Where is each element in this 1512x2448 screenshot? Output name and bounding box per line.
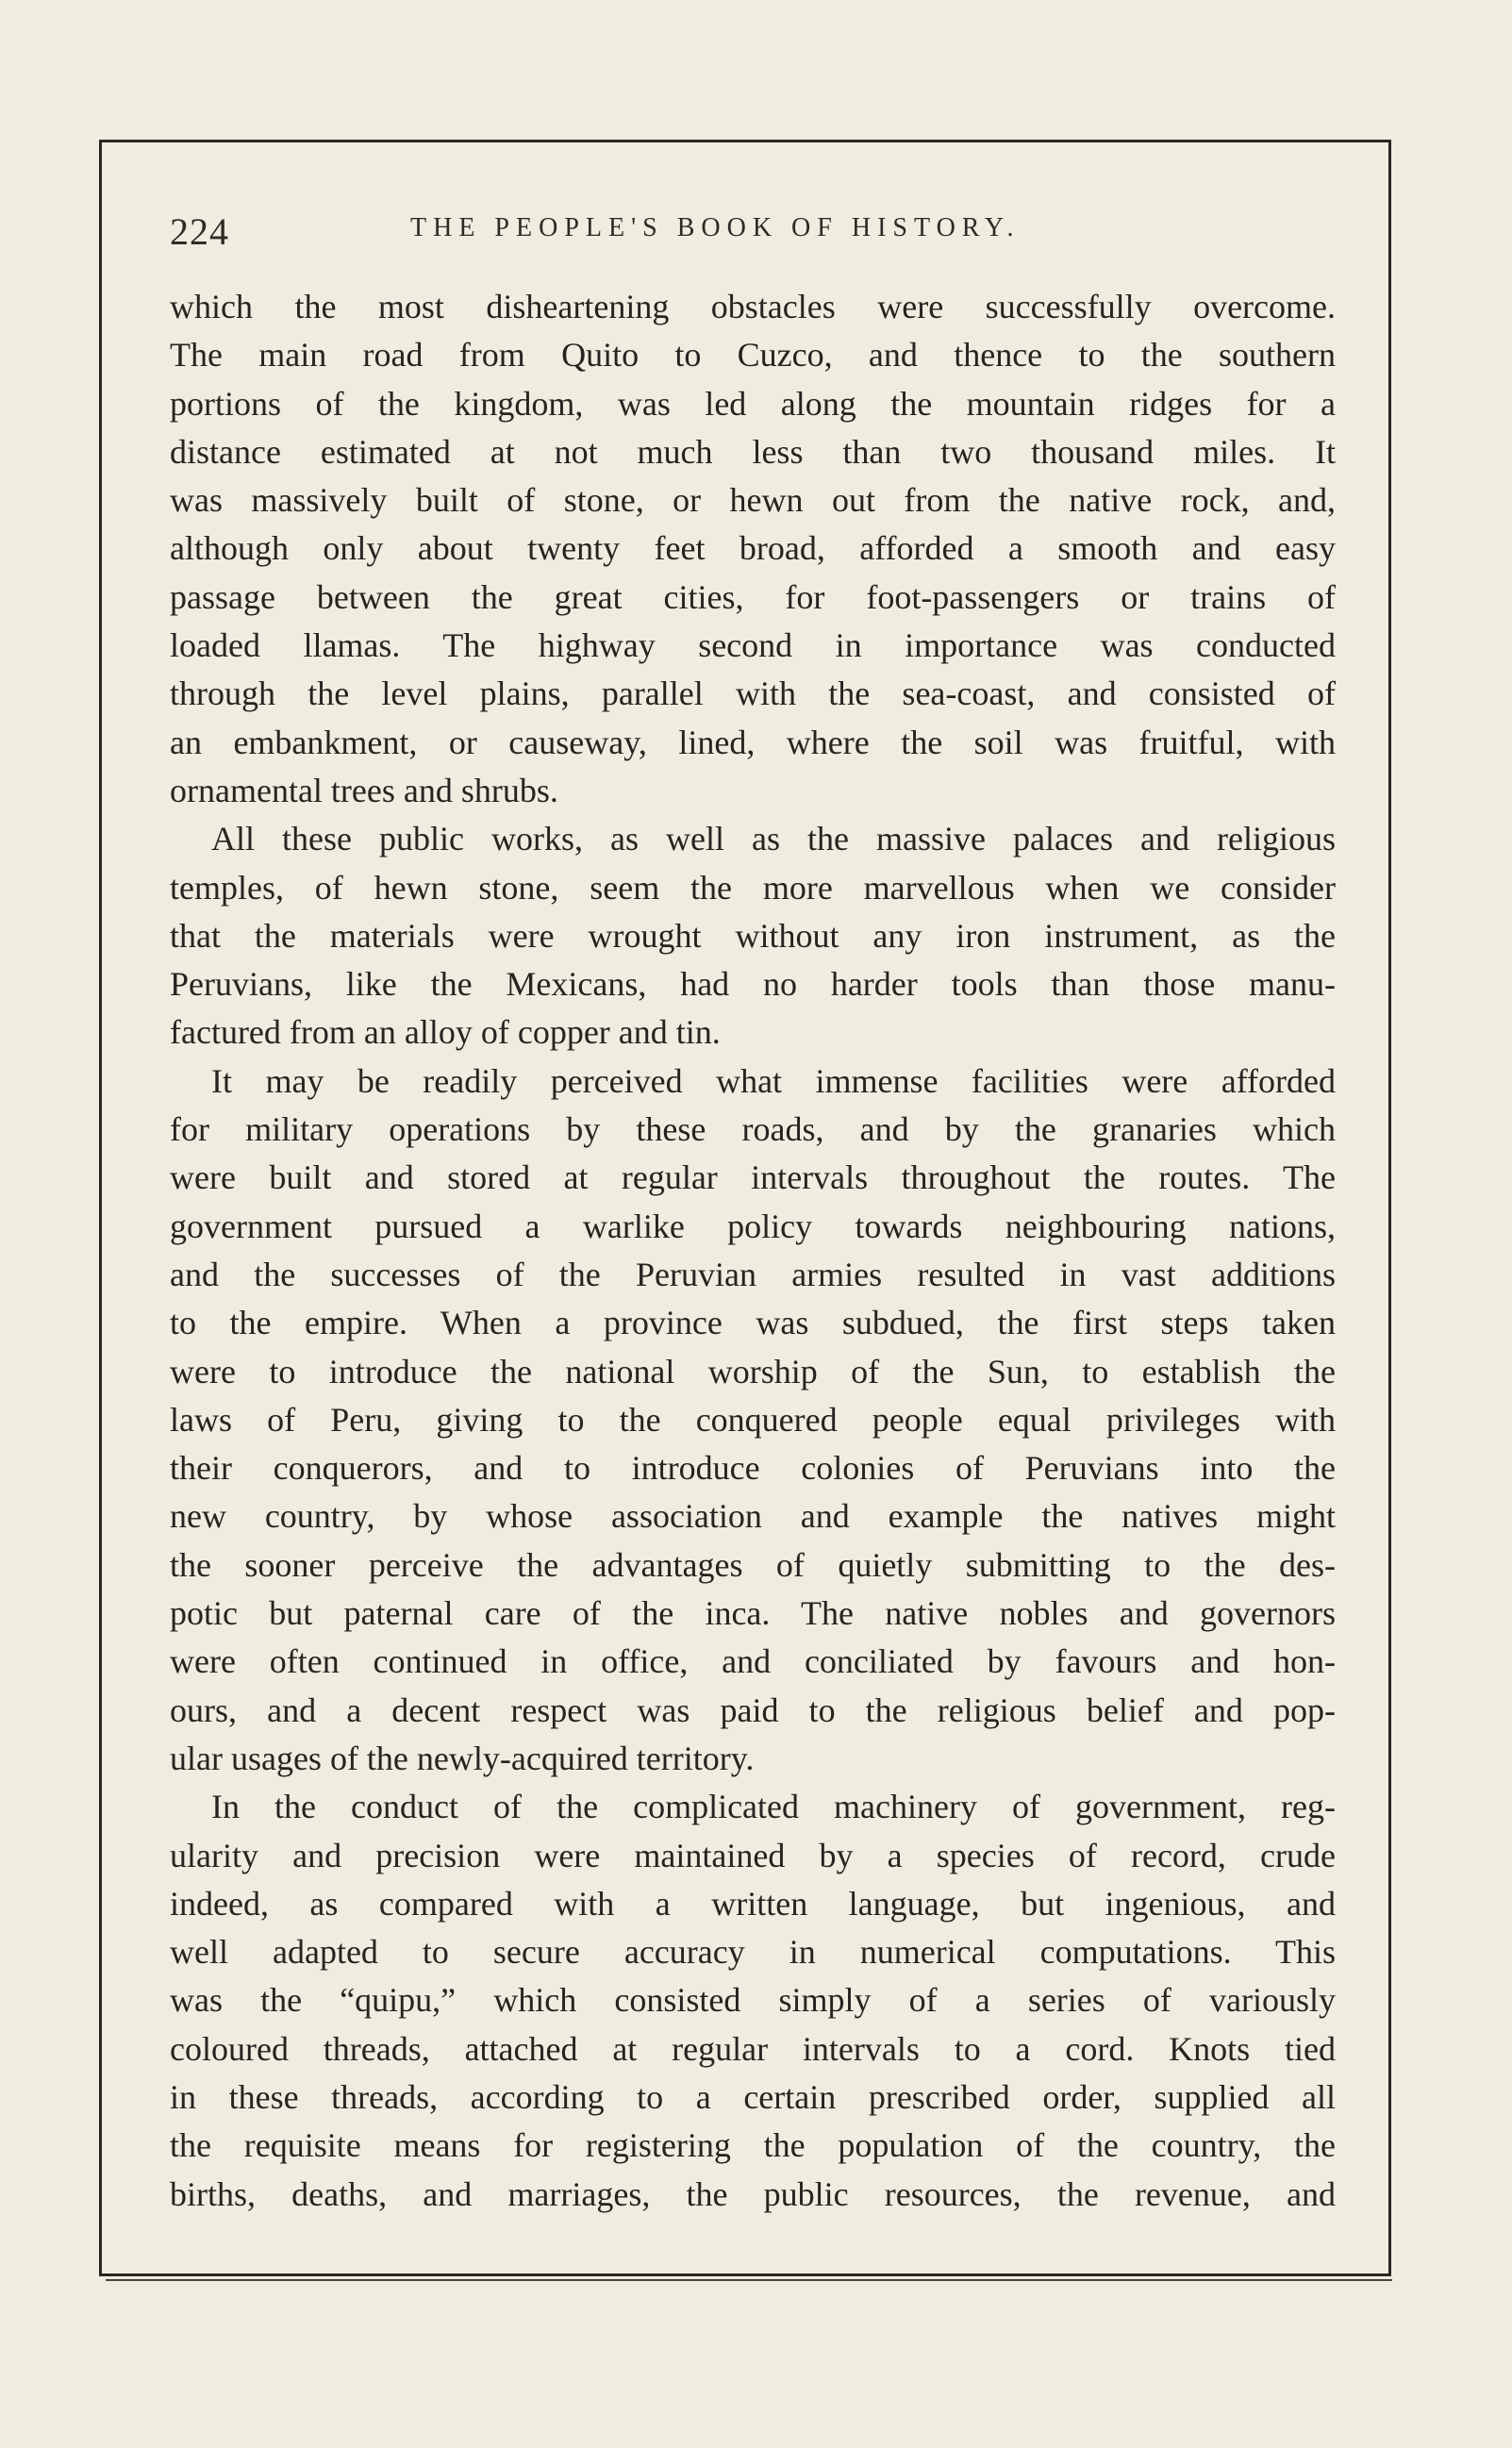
text-line: in these threads, according to a certain prescribed order, supplied all — [170, 2077, 1336, 2116]
text-line: to the empire. When a province was subdued, the first steps taken — [170, 1304, 1336, 1342]
text-line: portions of the kingdom, was led along the mountain ridges for a — [170, 384, 1336, 423]
text-line: factured from an alloy of copper and tin. — [170, 1013, 721, 1052]
paragraph-start-line: In the conduct of the complicated machinery of government, reg- — [211, 1788, 1336, 1826]
text-line: temples, of hewn stone, seem the more marvellous when we consider — [170, 868, 1336, 907]
text-line: well adapted to secure accuracy in numerical computations. This — [170, 1933, 1336, 1972]
text-line: was the “quipu,” which consisted simply of a series of variously — [170, 1981, 1336, 2020]
text-line: Peruvians, like the Mexicans, had no harder tools than those manu- — [170, 965, 1336, 1004]
text-line: which the most disheartening obstacles were successfully overcome. — [170, 288, 1336, 325]
text-line: were built and stored at regular intervals throughout the routes. The — [170, 1158, 1336, 1197]
running-title: THE PEOPLE'S BOOK OF HISTORY. — [410, 213, 1021, 242]
text-line: The main road from Quito to Cuzco, and thence to the southern — [170, 336, 1336, 375]
text-line: an embankment, or causeway, lined, where the soil was fruitful, with — [170, 723, 1336, 761]
text-line: were often continued in office, and conciliated by favours and hon- — [170, 1642, 1336, 1681]
text-line: the sooner perceive the advantages of quietly submitting to the des- — [170, 1545, 1336, 1584]
text-line: were to introduce the national worship of the Sun, to establish the — [170, 1352, 1336, 1391]
body-text — [170, 283, 1336, 2219]
text-line: coloured threads, attached at regular intervals to a cord. Knots tied — [170, 2029, 1336, 2068]
text-line: ular usages of the newly-acquired territory. — [170, 1739, 755, 1777]
text-line: potic but paternal care of the inca. The native nobles and governors — [170, 1594, 1336, 1633]
text-line: new country, by whose association and example the natives might — [170, 1497, 1336, 1536]
text-line: passage between the great cities, for foot-passengers or trains of — [170, 577, 1336, 616]
page-number: 224 — [170, 210, 229, 253]
running-head — [170, 206, 1336, 262]
text-line: their conquerors, and to introduce colonies of Peruvians into the — [170, 1449, 1336, 1488]
text-line: ours, and a decent respect was paid to the religious belief and pop- — [170, 1690, 1336, 1729]
text-line: ornamental trees and shrubs. — [170, 771, 558, 809]
text-line: loaded llamas. The highway second in importance was conducted — [170, 626, 1336, 665]
text-line: and the successes of the Peruvian armies resulted in vast additions — [170, 1255, 1336, 1293]
text-line: although only about twenty feet broad, afforded a smooth and easy — [170, 529, 1336, 568]
text-line: government pursued a warlike policy towards neighbouring nations, — [170, 1207, 1336, 1245]
text-line: that the materials were wrought without any iron instrument, as the — [170, 916, 1336, 955]
text-line: ularity and precision were maintained by a species of record, crude — [170, 1836, 1336, 1874]
text-line: for military operations by these roads, and by the granaries which — [170, 1110, 1336, 1149]
text-line: through the level plains, parallel with the sea-coast, and consisted of — [170, 674, 1336, 713]
text-line: the requisite means for registering the population of the country, the — [170, 2126, 1336, 2165]
paragraph-start-line: It may be readily perceived what immense facilities were afforded — [211, 1061, 1336, 1100]
text-line: births, deaths, and marriages, the public resources, the revenue, and — [170, 2174, 1336, 2213]
text-line: indeed, as compared with a written language, but ingenious, and — [170, 1884, 1336, 1923]
text-line: laws of Peru, giving to the conquered people equal privileges with — [170, 1400, 1336, 1439]
text-line: distance estimated at not much less than two thousand miles. It — [170, 432, 1336, 471]
paragraph-start-line: All these public works, as well as the massive palaces and religious — [211, 820, 1336, 858]
text-line: was massively built of stone, or hewn out from the native rock, and, — [170, 481, 1336, 520]
